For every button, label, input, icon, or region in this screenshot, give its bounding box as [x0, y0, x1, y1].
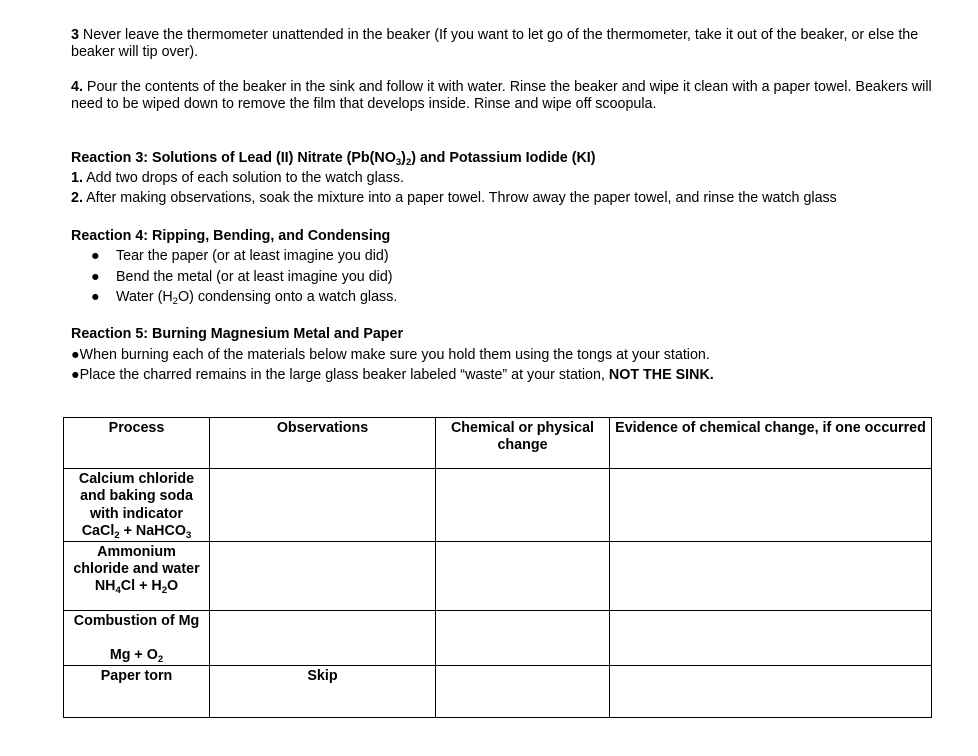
reaction-3-step-2: 2. After making observations, soak the mixture into a paper towel. Throw away the paper towel, and rinse the watch glass	[71, 190, 837, 207]
chemical-formula: $Mg + O_2$	[109, 647, 164, 666]
list-item: ● Tear the paper (or at least imagine you did)	[91, 248, 389, 265]
observations-cell[interactable]	[210, 541, 436, 610]
column-header: Process	[64, 418, 210, 469]
observations-table	[63, 417, 932, 718]
reaction-5-line-1: ●When burning each of the materials below make sure you hold them using the tongs at your station.	[71, 346, 710, 363]
document-body	[71, 27, 951, 385]
process-cell: Ammonium chloride and water $NH_4Cl + H_2O$	[64, 541, 210, 610]
step-3	[71, 27, 951, 62]
column-header: Observations	[210, 418, 436, 469]
list-item: ● Water $(H_2O)$ condensing onto a watch glass.	[91, 289, 398, 308]
step-number: 4.	[71, 78, 83, 95]
process-cell: Paper torn	[64, 665, 210, 717]
table-row	[64, 541, 932, 610]
change-cell[interactable]	[436, 610, 610, 665]
evidence-cell[interactable]	[610, 469, 932, 542]
observations-cell[interactable]	[210, 610, 436, 665]
process-cell: Combustion of Mg $Mg + O_2$	[64, 610, 210, 665]
reaction-5-line-2: ●Place the charred remains in the large glass beaker labeled “waste” at your station, NOT THE SINK.	[71, 367, 714, 384]
evidence-cell[interactable]	[610, 665, 932, 717]
bullet-icon: ●	[91, 268, 100, 285]
reaction-5-heading: Reaction 5: Burning Magnesium Metal and Paper	[71, 326, 404, 343]
chemical-formula: $NH_4Cl + H_2O$	[94, 578, 179, 597]
evidence-cell[interactable]	[610, 541, 932, 610]
step-text: Pour the contents of the beaker in the sink and follow it with water. Rinse the beaker and wipe it clean with a paper towel. Beakers will need to be wiped down to remove the film that develops inside. Rinse and wipe off scoopula.	[71, 78, 932, 113]
chemical-formula: CaCl$_2$ + NaHCO$_3$	[81, 523, 192, 542]
bullet-icon: ●	[91, 289, 100, 306]
reaction-4-bullet-list	[71, 248, 951, 306]
column-header: Chemical or physical change	[436, 418, 610, 469]
change-cell[interactable]	[436, 665, 610, 717]
observations-cell[interactable]: Skip	[210, 665, 436, 717]
step-number: 3	[71, 27, 79, 43]
table-row	[64, 469, 932, 542]
step-text: Never leave the thermometer unattended in the beaker (If you want to let go of the thermometer, take it out of the beaker, or else the beaker will tip over).	[71, 27, 919, 61]
observations-cell[interactable]	[210, 469, 436, 542]
table-row	[64, 610, 932, 665]
change-cell[interactable]	[436, 541, 610, 610]
column-header: Evidence of chemical change, if one occurred	[610, 418, 932, 469]
process-cell: Calcium chloride and baking soda with indicator CaCl$_2$ + NaHCO$_3$	[64, 469, 210, 542]
reaction-4-heading: Reaction 4: Ripping, Bending, and Condensing	[71, 227, 391, 244]
table-row	[64, 665, 932, 717]
table-header-row	[64, 418, 932, 469]
list-item: ● Bend the metal (or at least imagine you did)	[91, 268, 393, 285]
reaction-3-step-1: 1. Add two drops of each solution to the watch glass.	[71, 170, 405, 187]
step-4	[71, 79, 951, 114]
reaction-3-heading: Reaction 3: Solutions of Lead (II) Nitrate $(Pb(NO_3)_2)$ and Potassium Iodide (KI)	[71, 149, 596, 168]
evidence-cell[interactable]	[610, 610, 932, 665]
change-cell[interactable]	[436, 469, 610, 542]
bullet-icon: ●	[91, 248, 100, 265]
